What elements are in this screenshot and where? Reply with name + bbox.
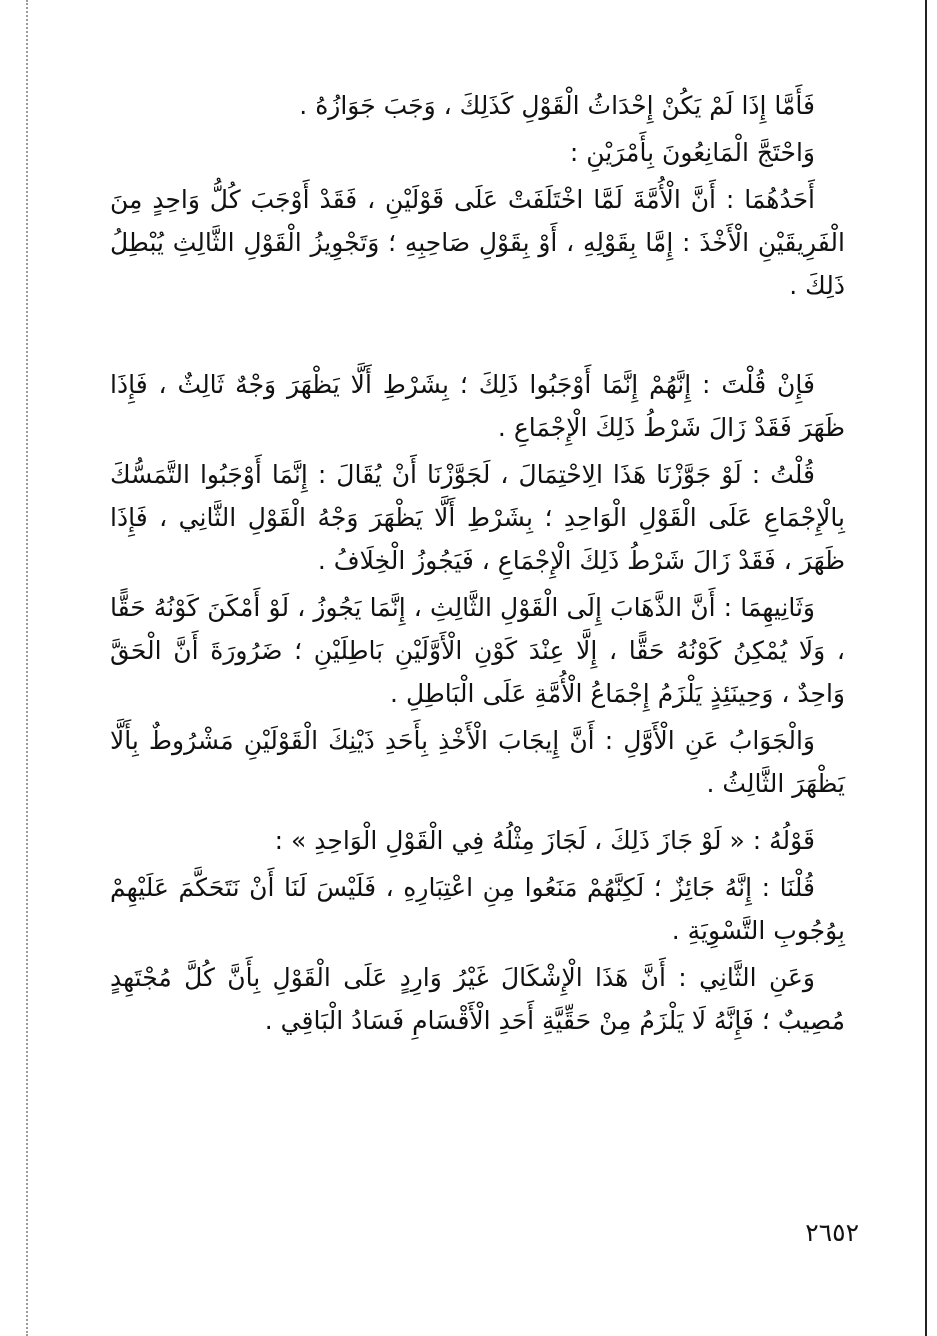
page-number: ٢٦٥٢: [805, 1218, 859, 1247]
paragraph-9: قُلْنَا : إِنَّهُ جَائِزٌ ؛ لَكِنَّهُمْ مَنَعُوا مِنِ اعْتِبَارِهِ ، فَلَيْسَ لَنَا أَنْ نَتَحَكَّمَ عَلَيْهِمْ بِوُجُوبِ التَّسْوِيَةِ .: [110, 873, 845, 945]
paragraph-2: وَاحْتَجَّ الْمَانِعُونَ بِأَمْرَيْنِ :: [569, 138, 815, 167]
paragraph-3: أَحَدُهُمَا : أَنَّ الْأُمَّةَ لَمَّا اخْتَلَفَتْ عَلَى قَوْلَيْنِ ، فَقَدْ أَوْجَبَ كُلُّ وَاحِدٍ مِنَ الْفَرِيقَيْنِ الْأَخْذَ : إِمَّا بِقَوْلِهِ ، أَوْ بِقَوْلِ صَاحِبِهِ ؛ وَتَجْوِيزُ الْقَوْلِ الثَّالِثِ يُبْطِلُ ذَلِكَ .: [110, 185, 845, 300]
paragraph-1: فَأَمَّا إِذَا لَمْ يَكُنْ إِحْدَاثُ الْقَوْلِ كَذَلِكَ ، وَجَبَ جَوَازُهُ .: [299, 91, 815, 120]
paragraph-8: قَوْلُهُ : « لَوْ جَازَ ذَلِكَ ، لَجَازَ مِثْلُهُ فِي الْقَوْلِ الْوَاحِدِ » :: [274, 826, 815, 855]
scan-binding-edge: [925, 0, 927, 1336]
scan-dotted-edge: [26, 0, 28, 1336]
paragraph-7: وَالْجَوَابُ عَنِ الْأَوَّلِ : أَنَّ إِيجَابَ الْأَخْذِ بِأَحَدِ ذَيْنِكَ الْقَوْلَيْنِ مَشْرُوطٌ بِأَلَّا يَظْهَرَ الثَّالِثُ .: [110, 726, 845, 798]
paragraph-10: وَعَنِ الثَّانِي : أَنَّ هَذَا الْإِشْكَالَ غَيْرُ وَارِدٍ عَلَى الْقَوْلِ بِأَنَّ كُلَّ مُجْتَهِدٍ مُصِيبٌ ؛ فَإِنَّهُ لَا يَلْزَمُ مِنْ حَقِّيَّةِ أَحَدِ الْأَقْسَامِ فَسَادُ الْبَاقِي .: [110, 963, 845, 1035]
page-body: [110, 84, 845, 1042]
paragraph-6: وَثَانِيهِمَا : أَنَّ الذَّهَابَ إِلَى الْقَوْلِ الثَّالِثِ ، إِنَّمَا يَجُوزُ ، لَوْ أَمْكَنَ كَوْنُهُ حَقًّا ، وَلَا يُمْكِنُ كَوْنُهُ حَقًّا ، إِلَّا عِنْدَ كَوْنِ الْأَوَّلَيْنِ بَاطِلَيْنِ ؛ ضَرُورَةَ أَنَّ الْحَقَّ وَاحِدٌ ، وَحِينَئِذٍ يَلْزَمُ إِجْمَاعُ الْأُمَّةِ عَلَى الْبَاطِلِ .: [110, 593, 845, 708]
paragraph-5: قُلْتُ : لَوْ جَوَّزْنَا هَذَا الِاحْتِمَالَ ، لَجَوَّزْنَا أَنْ يُقَالَ : إِنَّمَا أَوْجَبُوا التَّمَسُّكَ بِالْإِجْمَاعِ عَلَى الْقَوْلِ الْوَاحِدِ ؛ بِشَرْطِ أَلَّا يَظْهَرَ وَجْهُ الْقَوْلِ الثَّانِي ، فَإِذَا ظَهَرَ ، فَقَدْ زَالَ شَرْطُ ذَلِكَ الْإِجْمَاعِ ، فَيَجُوزُ الْخِلَافُ .: [110, 460, 845, 575]
paragraph-4: فَإِنْ قُلْتَ : إِنَّهُمْ إِنَّمَا أَوْجَبُوا ذَلِكَ ؛ بِشَرْطِ أَلَّا يَظْهَرَ وَجْهٌ ثَالِثٌ ، فَإِذَا ظَهَرَ فَقَدْ زَالَ شَرْطُ ذَلِكَ الْإِجْمَاعِ .: [110, 370, 845, 442]
